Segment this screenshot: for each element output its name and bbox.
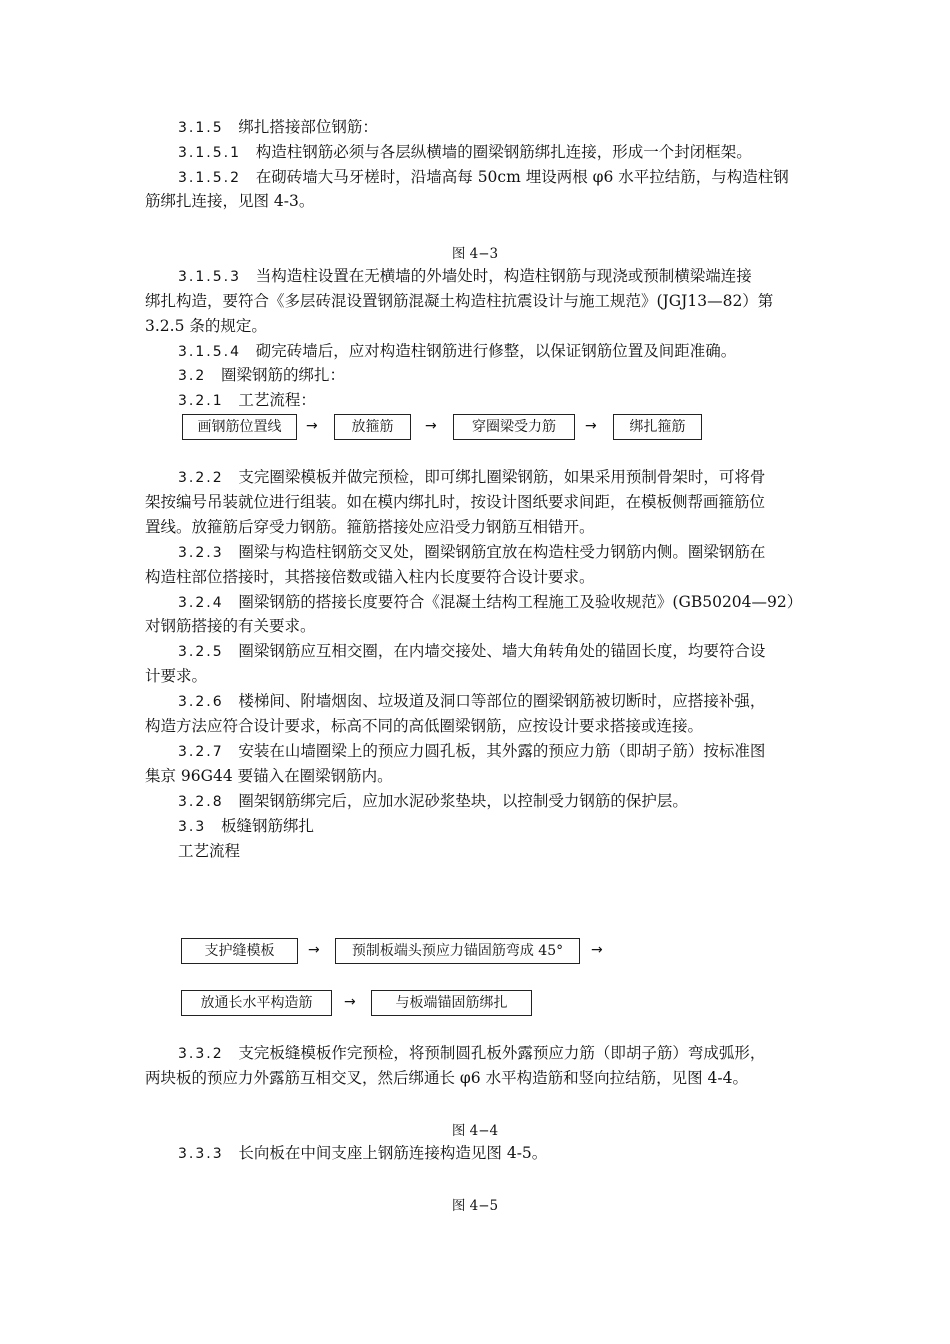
heading-3-2-1: 3.2.1 工艺流程： (178, 391, 316, 409)
para-3-2-7: 3.2.7 安装在山墙圈梁上的预应力圆孔板，其外露的预应力筋（即胡子筋）按标准图 (178, 742, 766, 760)
para-3-2-8: 3.2.8 圈架钢筋绑完后，应加水泥砂浆垫块，以控制受力钢筋的保护层。 (178, 792, 688, 810)
para-3-2-2-cont: 架按编号吊装就位进行组装。如在模内绑扎时，按设计图纸要求间距，在模板侧帮画箍筋位 (145, 493, 766, 511)
para-3-1-5-2: 3.1.5.2 在砌砖墙大马牙槎时，沿墙高每 50cm 埋设两根 φ6 水平拉结筋，与构造柱钢 (178, 168, 789, 186)
flow-box-bend-anchor-bars: 预制板端头预应力锚固筋弯成 45° (335, 938, 580, 964)
flow-box-mark-lines: 画钢筋位置线 (182, 414, 297, 440)
para-3-3-2-cont: 两块板的预应力外露筋互相交叉，然后绑通长 φ6 水平构造筋和竖向拉结筋，见图 4-4。 (145, 1069, 748, 1087)
para-3-3-2: 3.3.2 支完板缝模板作完预检，将预制圆孔板外露预应力筋（即胡子筋）弯成弧形， (178, 1044, 766, 1062)
para-3-2-2: 3.2.2 支完圈梁模板并做完预检，即可绑扎圈梁钢筋，如果采用预制骨架时，可将骨 (178, 468, 766, 486)
flow-arrow-icon: → (344, 994, 356, 1010)
para-3-1-5-3-cont2: 3.2.5 条的规定。 (145, 317, 267, 335)
heading-3-2: 3.2 圈梁钢筋的绑扎： (178, 366, 346, 384)
heading-3-3: 3.3 板缝钢筋绑扎 (178, 817, 315, 835)
para-3-2-7-cont: 集京 96G44 要锚入在圈梁钢筋内。 (145, 767, 393, 785)
figure-caption-4-4: 图 4−4 (451, 1123, 499, 1139)
para-3-2-6: 3.2.6 楼梯间、附墙烟囱、垃圾道及洞口等部位的圈梁钢筋被切断时，应搭接补强， (178, 692, 766, 710)
flow-title: 工艺流程 (178, 842, 241, 860)
para-3-2-3: 3.2.3 圈梁与构造柱钢筋交叉处，圈梁钢筋宜放在构造柱受力钢筋内侧。圈梁钢筋在 (178, 543, 766, 561)
para-3-1-5-3-cont: 绑扎构造，要符合《多层砖混设置钢筋混凝土构造柱抗震设计与施工规范》(JGJ13—82）第 (145, 292, 774, 310)
flow-box-support-formwork: 支护缝模板 (181, 938, 298, 964)
flow-arrow-icon: → (591, 942, 603, 958)
para-3-2-5-cont: 计要求。 (145, 667, 208, 685)
heading-3-1-5: 3.1.5 绑扎搭接部位钢筋： (178, 118, 378, 136)
figure-caption-4-3: 图 4−3 (451, 246, 499, 262)
para-3-2-4: 3.2.4 圈梁钢筋的搭接长度要符合《混凝土结构工程施工及验收规范》(GB50204—92） (178, 593, 803, 611)
para-3-2-6-cont: 构造方法应符合设计要求，标高不同的高低圈梁钢筋，应按设计要求搭接或连接。 (145, 717, 704, 735)
flow-arrow-icon: → (585, 418, 597, 434)
para-3-1-5-4: 3.1.5.4 砌完砖墙后，应对构造柱钢筋进行修整，以保证钢筋位置及间距准确。 (178, 342, 737, 360)
para-3-2-4-cont: 对钢筋搭接的有关要求。 (145, 617, 316, 635)
para-3-2-2-cont2: 置线。放箍筋后穿受力钢筋。箍筋搭接处应沿受力钢筋互相错开。 (145, 518, 595, 536)
flow-arrow-icon: → (308, 942, 320, 958)
flow-box-tie-anchor-bars: 与板端锚固筋绑扎 (371, 990, 532, 1016)
para-3-2-3-cont: 构造柱部位搭接时，其搭接倍数或锚入柱内长度要符合设计要求。 (145, 568, 595, 586)
para-3-1-5-2-cont: 筋绑扎连接，见图 4-3。 (145, 192, 315, 210)
figure-caption-4-5: 图 4−5 (451, 1198, 499, 1214)
para-3-1-5-3: 3.1.5.3 当构造柱设置在无横墙的外墙处时，构造柱钢筋与现浇或预制横梁端连接 (178, 267, 752, 285)
flow-arrow-icon: → (306, 418, 318, 434)
flow-box-thread-bars: 穿圈梁受力筋 (453, 414, 575, 440)
flow-arrow-icon: → (425, 418, 437, 434)
para-3-3-3: 3.3.3 长向板在中间支座上钢筋连接构造见图 4-5。 (178, 1144, 548, 1162)
para-3-1-5-1: 3.1.5.1 构造柱钢筋必须与各层纵横墙的圈梁钢筋绑扎连接，形成一个封闭框架。 (178, 143, 752, 161)
flow-box-horizontal-bars: 放通长水平构造筋 (181, 990, 332, 1016)
flow-box-place-stirrups: 放箍筋 (334, 414, 411, 440)
para-3-2-5: 3.2.5 圈梁钢筋应互相交圈，在内墙交接处、墙大角转角处的锚固长度，均要符合设 (178, 642, 766, 660)
flow-box-tie-stirrups: 绑扎箍筋 (613, 414, 702, 440)
